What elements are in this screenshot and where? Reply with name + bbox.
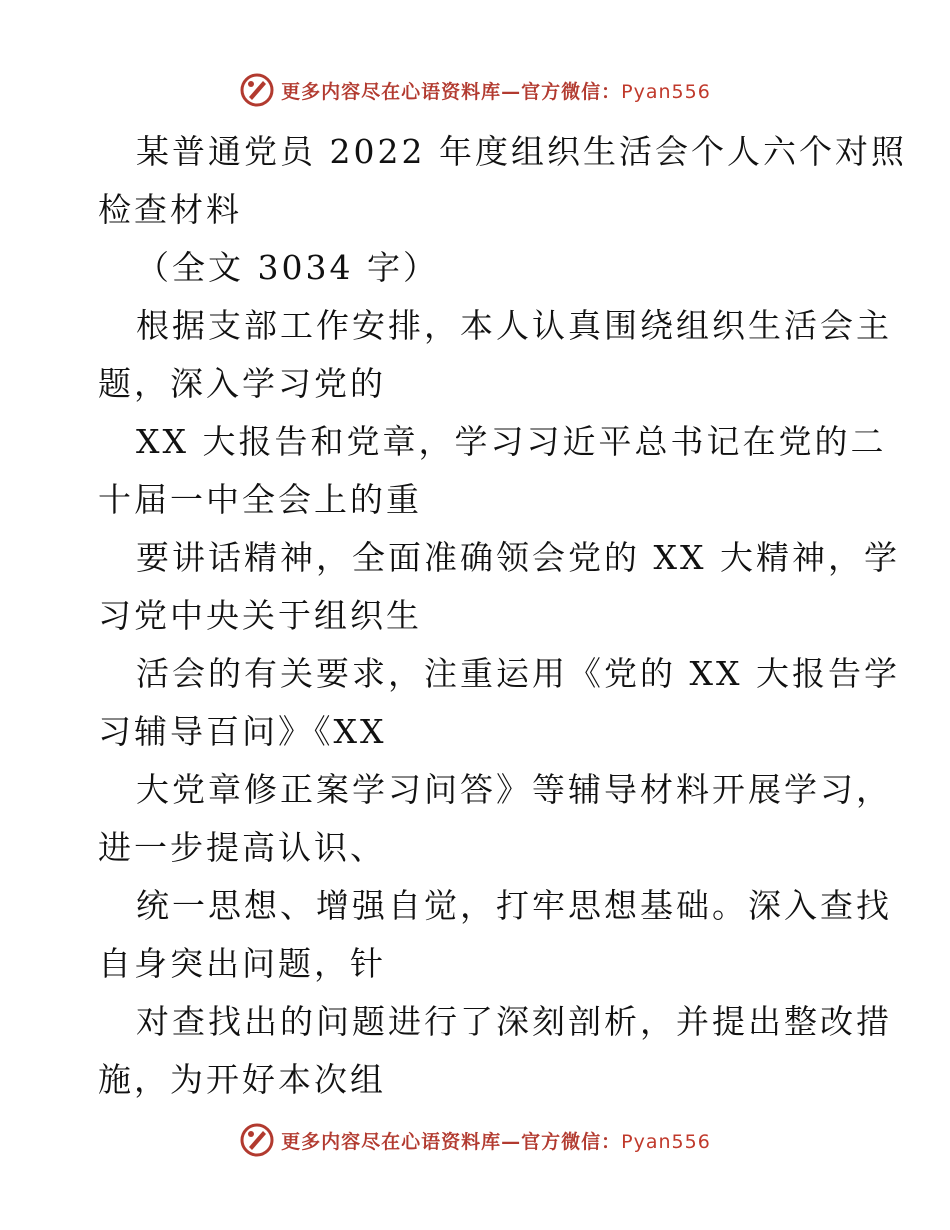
paragraph-line: 要讲话精神，全面准确领会党的 XX 大精神，学 (136, 538, 900, 577)
paragraph-line: XX 大报告和党章，学习习近平总书记在党的二 (136, 422, 887, 461)
paragraph-line: 大党章修正案学习问答》等辅导材料开展学习， (136, 770, 892, 809)
paragraph-line: 自身突出问题，针 (98, 944, 386, 983)
paragraph-line: 题，深入学习党的 (98, 364, 386, 403)
paragraph-line: 习党中央关于组织生 (98, 596, 422, 635)
paragraph-line: 进一步提高认识、 (98, 828, 386, 867)
paragraph-line: 统一思想、增强自觉，打牢思想基础。深入查找 (136, 886, 892, 925)
document-title-line-2: 检查材料 (98, 190, 242, 229)
brand-logo-icon (239, 1122, 275, 1158)
paragraph-line: 十届一中全会上的重 (98, 480, 422, 519)
paragraph-line: 根据支部工作安排，本人认真围绕组织生活会主 (136, 306, 892, 345)
footer-watermark (0, 1120, 950, 1160)
watermark-text: 更多内容尽在心语资料库—官方微信：Pyan556 (281, 1130, 711, 1153)
paragraph-line: 习辅导百问》《XX (98, 712, 387, 751)
paragraph-line: 对查找出的问题进行了深刻剖析，并提出整改措 (136, 1002, 892, 1041)
paragraph-line: 活会的有关要求，注重运用《党的 XX 大报告学 (136, 654, 900, 693)
word-count: （全文 3034 字） (136, 248, 439, 287)
document-title-line-1: 某普通党员 2022 年度组织生活会个人六个对照 (136, 132, 907, 171)
header-watermark (0, 70, 950, 110)
brand-logo-icon (239, 72, 275, 108)
document-body (98, 123, 907, 1109)
watermark-text: 更多内容尽在心语资料库—官方微信：Pyan556 (281, 80, 711, 103)
paragraph-line: 施，为开好本次组 (98, 1060, 386, 1099)
